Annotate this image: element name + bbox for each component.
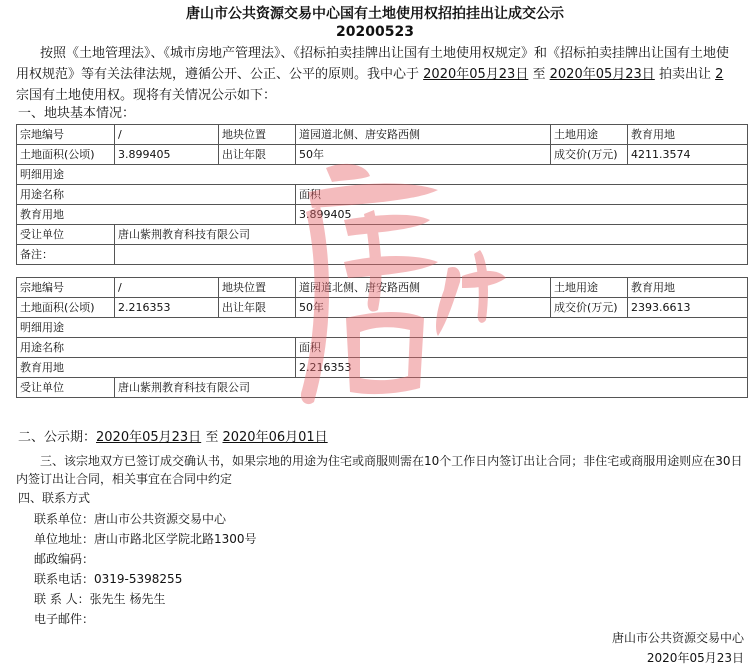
contact-email-label: 电子邮件： xyxy=(34,612,95,626)
table-row xyxy=(17,338,748,358)
table-row xyxy=(17,225,748,245)
intro-paragraph xyxy=(16,43,740,106)
contact-phone-row xyxy=(34,571,182,587)
parcel-no: / xyxy=(115,278,219,298)
parcel-table-1 xyxy=(16,124,748,265)
table-row xyxy=(17,145,748,165)
detail-use-area: 3.899405 xyxy=(296,205,748,225)
contact-address-label: 单位地址： xyxy=(34,532,95,546)
parcel-table-2 xyxy=(16,277,748,398)
label-location: 地块位置 xyxy=(219,278,296,298)
parcel-use: 教育用地 xyxy=(628,278,748,298)
parcel-use: 教育用地 xyxy=(628,125,748,145)
contact-address: 唐山市路北区学院北路1300号 xyxy=(94,532,257,546)
parcel-price: 2393.6613 xyxy=(628,298,748,318)
contact-postcode-label: 邮政编码： xyxy=(34,552,95,566)
label-term: 出让年限 xyxy=(219,298,296,318)
parcel-price: 4211.3574 xyxy=(628,145,748,165)
publicity-from: 2020年05月23日 xyxy=(96,430,202,445)
detail-use-area: 2.216353 xyxy=(296,358,748,378)
label-use-name: 用途名称 xyxy=(17,338,296,358)
signature-org: 唐山市公共资源交易中心 xyxy=(611,631,744,645)
parcel-location: 道园道北侧、唐安路西侧 xyxy=(296,278,551,298)
label-buyer: 受让单位 xyxy=(17,378,115,398)
label-land-use: 土地用途 xyxy=(551,278,628,298)
parcel-area: 2.216353 xyxy=(115,298,219,318)
label-detail-use: 明细用途 xyxy=(17,318,748,338)
label-land-use: 土地用途 xyxy=(551,125,628,145)
contact-email-row xyxy=(34,611,94,627)
page-title: 唐山市公共资源交易中心国有土地使用权招拍挂出让成交公示 xyxy=(186,6,564,22)
detail-use-name: 教育用地 xyxy=(17,205,296,225)
contact-person: 张先生 杨先生 xyxy=(89,592,166,606)
label-detail-use: 明细用途 xyxy=(17,165,748,185)
label-area: 土地面积(公顷) xyxy=(17,298,115,318)
contact-person-label: 联 系 人： xyxy=(34,592,90,606)
label-use-name: 用途名称 xyxy=(17,185,296,205)
contact-phone: 0319-5398255 xyxy=(94,572,183,586)
table-row xyxy=(17,245,748,265)
publicity-to-word: 至 xyxy=(205,430,219,445)
label-parcel-no: 宗地编号 xyxy=(17,278,115,298)
label-area: 土地面积(公顷) xyxy=(17,145,115,165)
section2-line xyxy=(18,430,328,446)
label-area-col: 面积 xyxy=(296,185,748,205)
table-row xyxy=(17,358,748,378)
parcel-term: 50年 xyxy=(296,298,551,318)
table-row xyxy=(17,278,748,298)
parcel-location: 道园道北侧、唐安路西侧 xyxy=(296,125,551,145)
table-row xyxy=(17,125,748,145)
parcel-no: / xyxy=(115,125,219,145)
section4-title: 四、联系方式 xyxy=(18,491,91,505)
intro-date-to: 2020年05月23日 xyxy=(549,67,655,82)
label-remarks: 备注： xyxy=(17,245,115,265)
contact-phone-label: 联系电话： xyxy=(34,572,95,586)
page-subtitle: 20200523 xyxy=(336,24,414,40)
table-row xyxy=(17,378,748,398)
table-row xyxy=(17,318,748,338)
label-parcel-no: 宗地编号 xyxy=(17,125,115,145)
intro-to-word: 至 xyxy=(532,67,546,82)
contact-unit-row xyxy=(34,511,226,527)
intro-suffix: 宗国有土地使用权。现将有关情况公示如下： xyxy=(16,88,277,103)
intro-date-from: 2020年05月23日 xyxy=(423,67,529,82)
detail-use-name: 教育用地 xyxy=(17,358,296,378)
table-row xyxy=(17,205,748,225)
intro-mid: 拍卖出让 xyxy=(658,67,711,82)
table-row xyxy=(17,185,748,205)
label-term: 出让年限 xyxy=(219,145,296,165)
label-price: 成交价(万元) xyxy=(551,145,628,165)
label-buyer: 受让单位 xyxy=(17,225,115,245)
signature-date: 2020年05月23日 xyxy=(646,651,744,665)
contact-unit: 唐山市公共资源交易中心 xyxy=(94,512,227,526)
section1-title: 一、地块基本情况： xyxy=(18,106,136,121)
contact-unit-label: 联系单位： xyxy=(34,512,95,526)
section2-prefix: 二、公示期： xyxy=(18,430,97,445)
intro-prefix: 按照《土地管理法》、《城市房地产管理法》、《招标拍卖挂牌出让国有土地使用权规定》和《招标拍卖挂牌出让国有土地使用权规范》等有关法律法规，遵循公开、公正、公平的原则。我中心于 xyxy=(16,46,730,82)
parcel-remarks xyxy=(115,245,748,265)
publicity-to: 2020年06月01日 xyxy=(222,430,328,445)
parcel-term: 50年 xyxy=(296,145,551,165)
label-location: 地块位置 xyxy=(219,125,296,145)
parcel-buyer: 唐山紫荆教育科技有限公司 xyxy=(115,225,748,245)
table-row xyxy=(17,165,748,185)
label-price: 成交价(万元) xyxy=(551,298,628,318)
contact-person-row xyxy=(34,591,165,607)
contact-postcode-row xyxy=(34,551,94,567)
table-row xyxy=(17,298,748,318)
section3-paragraph: 三、该宗地双方已签订成交确认书，如果宗地的用途为住宅或商服则需在10个工作日内签订出让合同；非住宅或商服用途则应在30日内签订出让合同，相关事宜在合同中约定 xyxy=(16,454,743,486)
contact-address-row xyxy=(34,531,257,547)
parcel-area: 3.899405 xyxy=(115,145,219,165)
intro-count: 2 xyxy=(715,67,724,82)
label-area-col: 面积 xyxy=(296,338,748,358)
parcel-buyer: 唐山紫荆教育科技有限公司 xyxy=(115,378,748,398)
